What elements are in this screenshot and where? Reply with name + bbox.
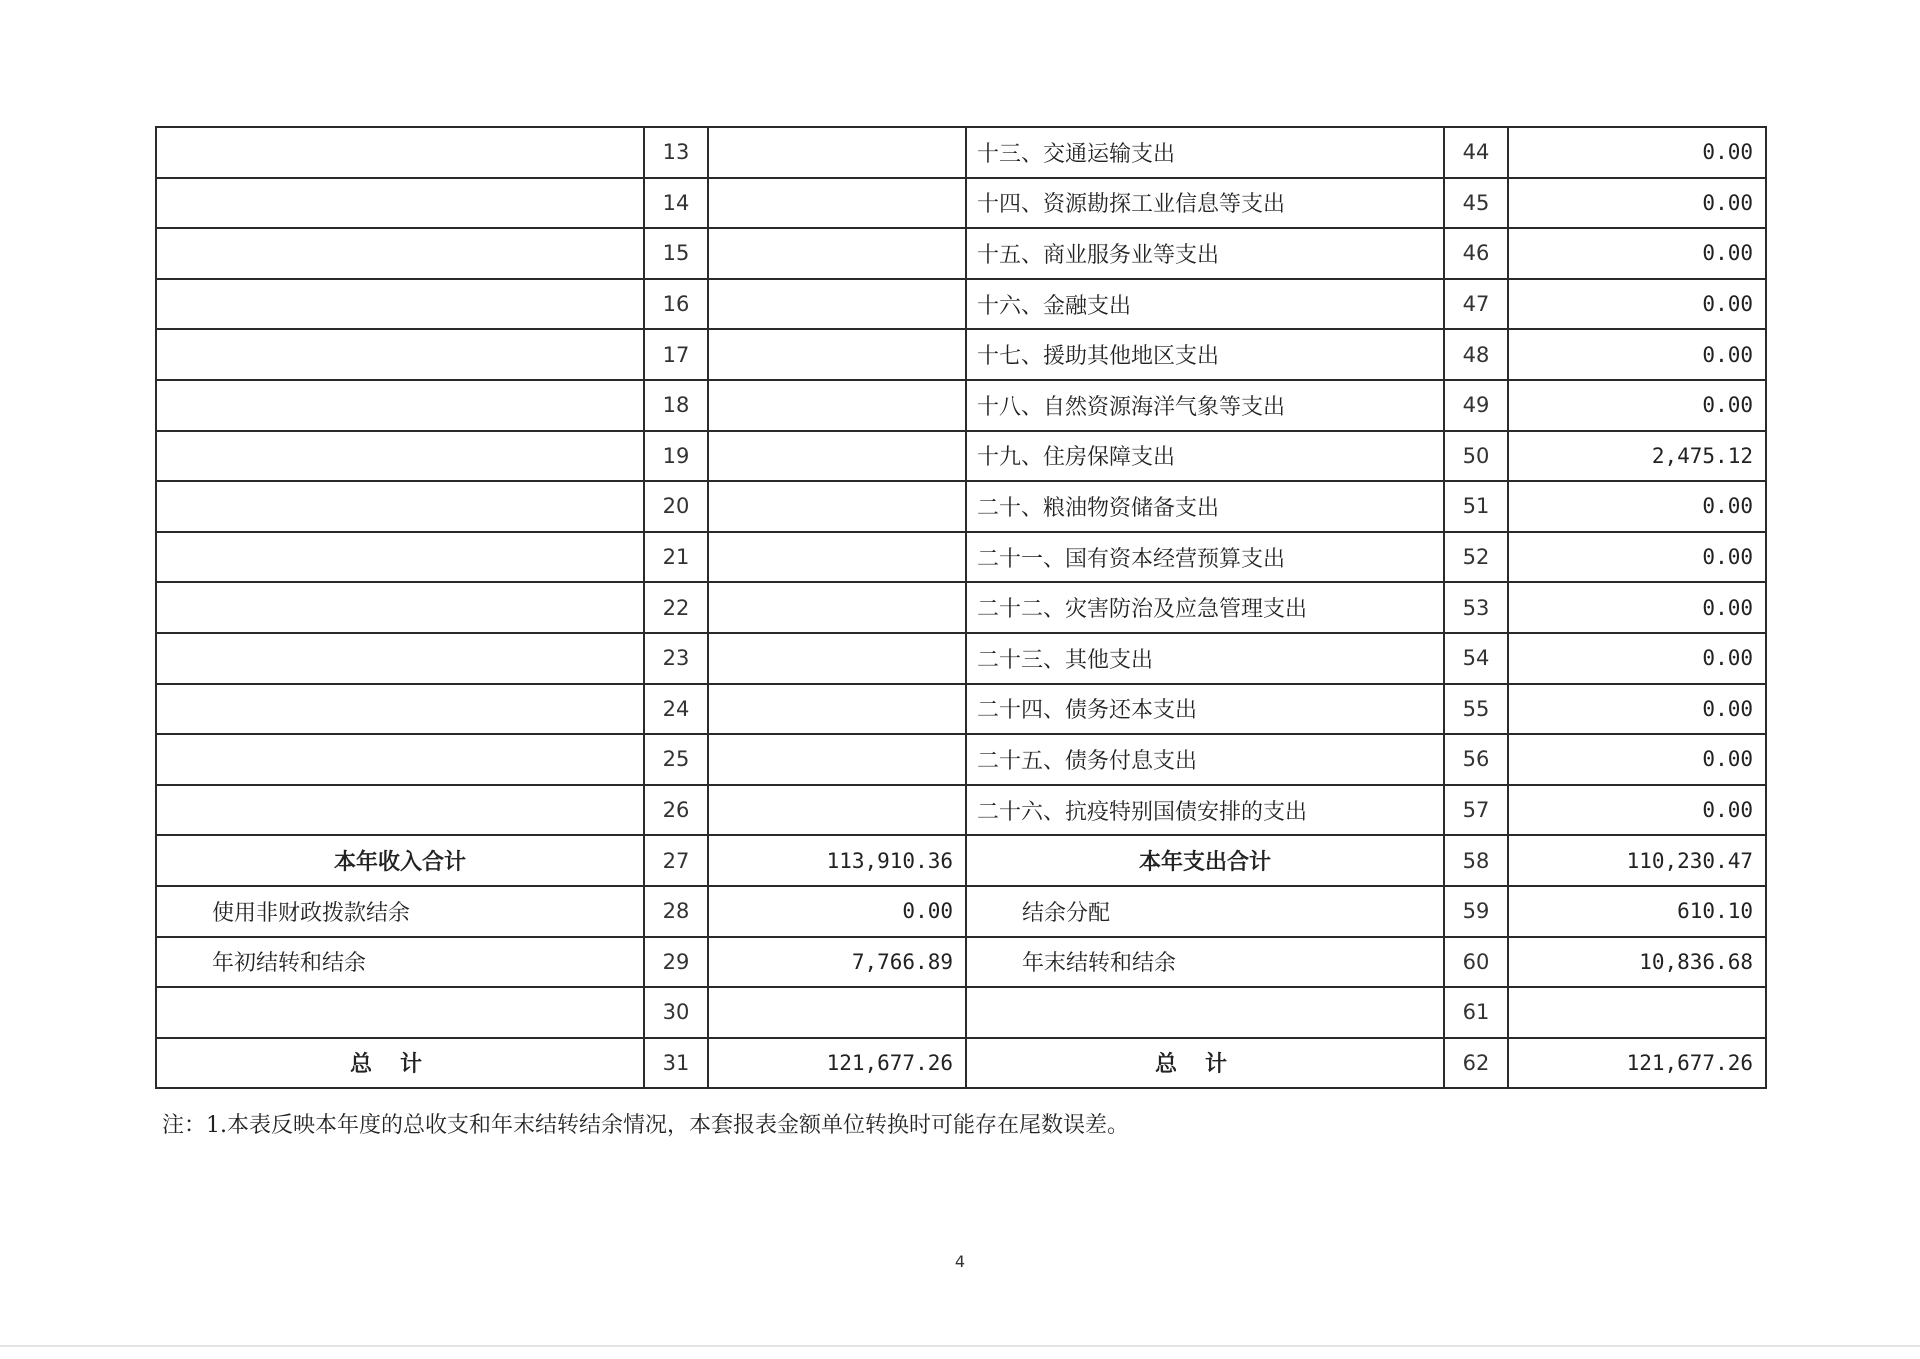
scan-edge-line bbox=[0, 1345, 1920, 1347]
income-row-number: 16 bbox=[644, 279, 708, 330]
income-item-cell bbox=[156, 431, 644, 482]
income-amount-cell bbox=[708, 178, 966, 229]
expense-amount-cell: 0.00 bbox=[1508, 734, 1766, 785]
income-item-cell bbox=[156, 532, 644, 583]
income-row-number: 31 bbox=[644, 1038, 708, 1089]
income-amount-cell bbox=[708, 279, 966, 330]
table-row bbox=[156, 431, 1766, 482]
expense-amount-cell: 0.00 bbox=[1508, 582, 1766, 633]
income-item-cell bbox=[156, 380, 644, 431]
income-amount-cell bbox=[708, 380, 966, 431]
income-row-number: 13 bbox=[644, 127, 708, 178]
income-amount-cell bbox=[708, 127, 966, 178]
income-row-number: 23 bbox=[644, 633, 708, 684]
income-item-cell bbox=[156, 582, 644, 633]
income-row-number: 25 bbox=[644, 734, 708, 785]
expense-row-number: 50 bbox=[1444, 431, 1508, 482]
expense-row-number: 55 bbox=[1444, 684, 1508, 735]
expense-amount-cell: 2,475.12 bbox=[1508, 431, 1766, 482]
expense-amount-cell: 121,677.26 bbox=[1508, 1038, 1766, 1089]
income-row-number: 30 bbox=[644, 987, 708, 1038]
income-item-cell bbox=[156, 228, 644, 279]
expense-amount-cell: 0.00 bbox=[1508, 380, 1766, 431]
expense-amount-cell: 0.00 bbox=[1508, 279, 1766, 330]
expense-row-number: 48 bbox=[1444, 329, 1508, 380]
expense-amount-cell: 0.00 bbox=[1508, 684, 1766, 735]
income-amount-cell bbox=[708, 329, 966, 380]
expense-row-number: 44 bbox=[1444, 127, 1508, 178]
table-row bbox=[156, 228, 1766, 279]
income-amount-cell bbox=[708, 481, 966, 532]
income-row-number: 27 bbox=[644, 835, 708, 886]
income-item-cell bbox=[156, 633, 644, 684]
income-row-number: 18 bbox=[644, 380, 708, 431]
expense-item-cell: 十五、商业服务业等支出 bbox=[966, 228, 1444, 279]
expense-item-cell: 十七、援助其他地区支出 bbox=[966, 329, 1444, 380]
income-item-cell bbox=[156, 178, 644, 229]
expense-row-number: 54 bbox=[1444, 633, 1508, 684]
table-row bbox=[156, 835, 1766, 886]
expense-amount-cell: 0.00 bbox=[1508, 228, 1766, 279]
expense-item-cell: 二十、粮油物资储备支出 bbox=[966, 481, 1444, 532]
income-row-number: 21 bbox=[644, 532, 708, 583]
income-amount-cell bbox=[708, 582, 966, 633]
income-amount-cell: 0.00 bbox=[708, 886, 966, 937]
income-amount-cell bbox=[708, 987, 966, 1038]
expense-row-number: 61 bbox=[1444, 987, 1508, 1038]
income-row-number: 29 bbox=[644, 937, 708, 988]
expense-item-cell bbox=[966, 987, 1444, 1038]
income-row-number: 17 bbox=[644, 329, 708, 380]
expense-amount-cell: 0.00 bbox=[1508, 532, 1766, 583]
income-amount-cell: 121,677.26 bbox=[708, 1038, 966, 1089]
expense-item-cell: 年末结转和结余 bbox=[966, 937, 1444, 988]
expense-item-cell: 十八、自然资源海洋气象等支出 bbox=[966, 380, 1444, 431]
income-amount-cell bbox=[708, 684, 966, 735]
expense-amount-cell: 0.00 bbox=[1508, 178, 1766, 229]
page-number: 4 bbox=[954, 1252, 966, 1271]
expense-row-number: 49 bbox=[1444, 380, 1508, 431]
expense-row-number: 46 bbox=[1444, 228, 1508, 279]
income-row-number: 20 bbox=[644, 481, 708, 532]
income-row-number: 14 bbox=[644, 178, 708, 229]
table-row bbox=[156, 481, 1766, 532]
table-body bbox=[156, 127, 1766, 1088]
income-item-cell: 本年收入合计 bbox=[156, 835, 644, 886]
expense-item-cell: 十九、住房保障支出 bbox=[966, 431, 1444, 482]
expense-item-cell: 二十四、债务还本支出 bbox=[966, 684, 1444, 735]
table-row bbox=[156, 178, 1766, 229]
expense-item-cell: 二十三、其他支出 bbox=[966, 633, 1444, 684]
table-row bbox=[156, 329, 1766, 380]
income-item-cell bbox=[156, 127, 644, 178]
expense-item-cell: 二十五、债务付息支出 bbox=[966, 734, 1444, 785]
table-row bbox=[156, 987, 1766, 1038]
table-row bbox=[156, 785, 1766, 836]
income-item-cell bbox=[156, 785, 644, 836]
table-row bbox=[156, 684, 1766, 735]
table-row bbox=[156, 886, 1766, 937]
expense-row-number: 60 bbox=[1444, 937, 1508, 988]
income-row-number: 22 bbox=[644, 582, 708, 633]
expense-amount-cell: 110,230.47 bbox=[1508, 835, 1766, 886]
expense-amount-cell: 0.00 bbox=[1508, 633, 1766, 684]
expense-row-number: 47 bbox=[1444, 279, 1508, 330]
income-row-number: 19 bbox=[644, 431, 708, 482]
income-item-cell bbox=[156, 279, 644, 330]
table-row bbox=[156, 734, 1766, 785]
income-row-number: 24 bbox=[644, 684, 708, 735]
expense-item-cell: 结余分配 bbox=[966, 886, 1444, 937]
expense-row-number: 53 bbox=[1444, 582, 1508, 633]
income-amount-cell bbox=[708, 734, 966, 785]
income-amount-cell: 113,910.36 bbox=[708, 835, 966, 886]
table-row bbox=[156, 937, 1766, 988]
expense-row-number: 51 bbox=[1444, 481, 1508, 532]
income-item-cell: 使用非财政拨款结余 bbox=[156, 886, 644, 937]
expense-row-number: 58 bbox=[1444, 835, 1508, 886]
expense-amount-cell: 610.10 bbox=[1508, 886, 1766, 937]
income-amount-cell bbox=[708, 785, 966, 836]
expense-amount-cell bbox=[1508, 987, 1766, 1038]
expense-item-cell: 十六、金融支出 bbox=[966, 279, 1444, 330]
expense-amount-cell: 0.00 bbox=[1508, 785, 1766, 836]
income-row-number: 28 bbox=[644, 886, 708, 937]
expense-amount-cell: 0.00 bbox=[1508, 127, 1766, 178]
income-expense-table bbox=[155, 126, 1767, 1089]
income-amount-cell bbox=[708, 633, 966, 684]
income-row-number: 26 bbox=[644, 785, 708, 836]
expense-amount-cell: 0.00 bbox=[1508, 329, 1766, 380]
table-row bbox=[156, 380, 1766, 431]
expense-row-number: 59 bbox=[1444, 886, 1508, 937]
income-item-cell bbox=[156, 481, 644, 532]
expense-row-number: 62 bbox=[1444, 1038, 1508, 1089]
expense-row-number: 57 bbox=[1444, 785, 1508, 836]
expense-item-cell: 二十二、灾害防治及应急管理支出 bbox=[966, 582, 1444, 633]
income-item-cell bbox=[156, 987, 644, 1038]
income-amount-cell bbox=[708, 228, 966, 279]
expense-item-cell: 二十六、抗疫特别国债安排的支出 bbox=[966, 785, 1444, 836]
table-footnote: 注：1.本表反映本年度的总收支和年末结转结余情况，本套报表金额单位转换时可能存在尾数误差。 bbox=[162, 1113, 1129, 1138]
income-amount-cell bbox=[708, 431, 966, 482]
table-row bbox=[156, 633, 1766, 684]
expense-row-number: 52 bbox=[1444, 532, 1508, 583]
income-item-cell bbox=[156, 734, 644, 785]
expense-item-cell: 本年支出合计 bbox=[966, 835, 1444, 886]
income-item-cell bbox=[156, 684, 644, 735]
income-amount-cell: 7,766.89 bbox=[708, 937, 966, 988]
table-row bbox=[156, 532, 1766, 583]
expense-item-cell: 总计 bbox=[966, 1038, 1444, 1089]
expense-item-cell: 二十一、国有资本经营预算支出 bbox=[966, 532, 1444, 583]
income-item-cell: 总计 bbox=[156, 1038, 644, 1089]
expense-amount-cell: 10,836.68 bbox=[1508, 937, 1766, 988]
table-row bbox=[156, 127, 1766, 178]
expense-item-cell: 十四、资源勘探工业信息等支出 bbox=[966, 178, 1444, 229]
expense-row-number: 56 bbox=[1444, 734, 1508, 785]
expense-item-cell: 十三、交通运输支出 bbox=[966, 127, 1444, 178]
table-row bbox=[156, 279, 1766, 330]
expense-amount-cell: 0.00 bbox=[1508, 481, 1766, 532]
income-item-cell bbox=[156, 329, 644, 380]
table-row bbox=[156, 1038, 1766, 1089]
table-row bbox=[156, 582, 1766, 633]
income-amount-cell bbox=[708, 532, 966, 583]
expense-row-number: 45 bbox=[1444, 178, 1508, 229]
income-row-number: 15 bbox=[644, 228, 708, 279]
income-item-cell: 年初结转和结余 bbox=[156, 937, 644, 988]
